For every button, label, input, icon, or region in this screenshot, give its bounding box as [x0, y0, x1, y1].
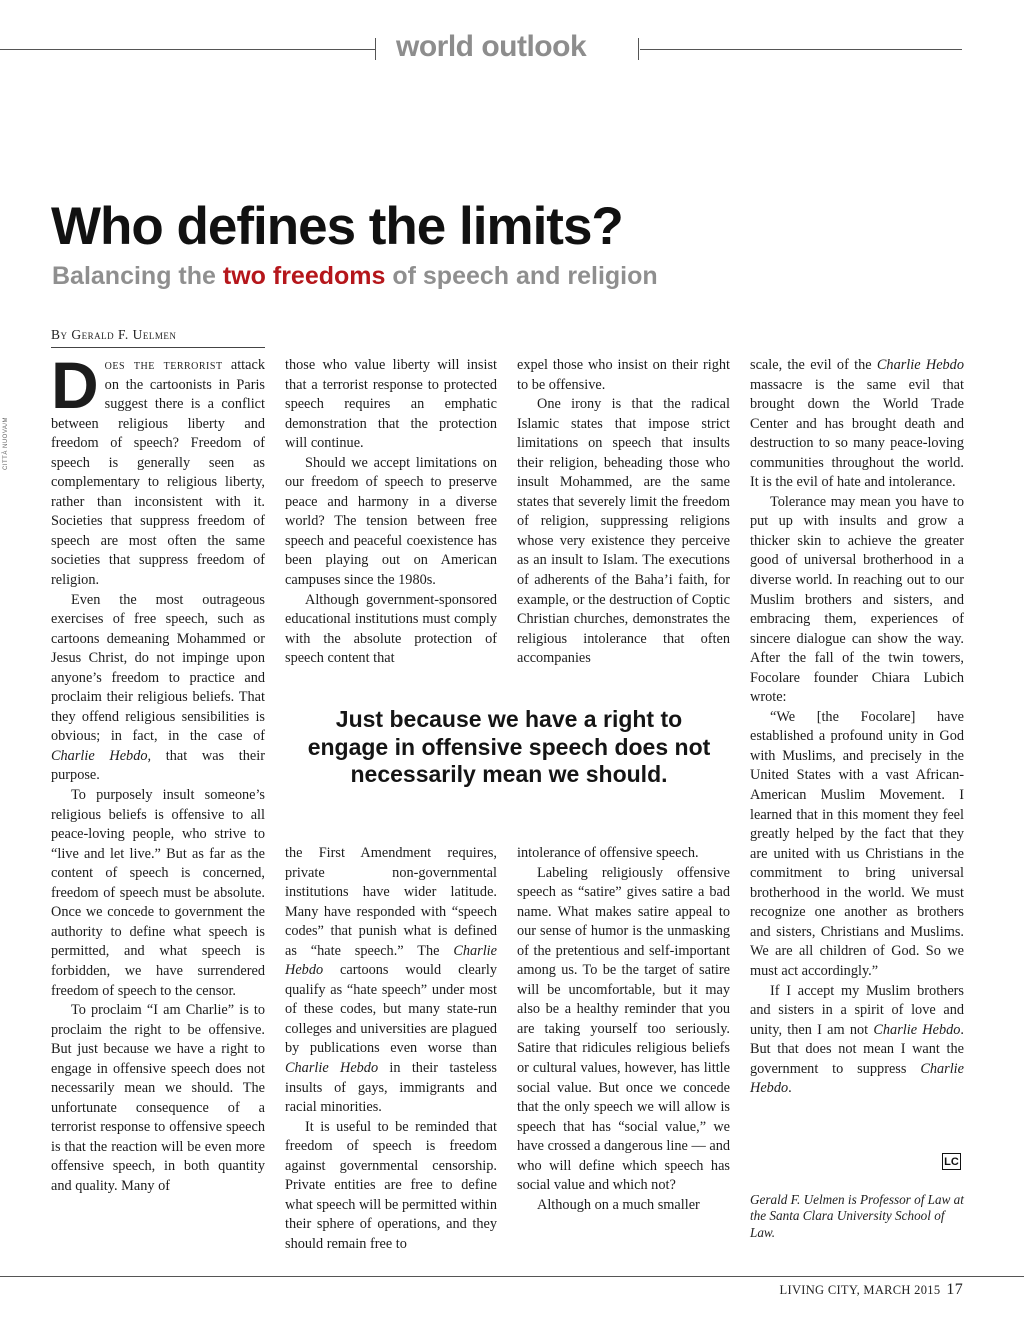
- column-4: [750, 356, 964, 1099]
- dropcap: D: [51, 348, 99, 422]
- section-tick-right: [638, 38, 639, 60]
- subhead-post: of speech and religion: [385, 262, 658, 290]
- col3b-paragraph-3: Although on a much smaller: [537, 1196, 700, 1213]
- column-3-bottom: [517, 844, 730, 1215]
- col1-paragraph-4: To proclaim “I am Charlie” is to proclaim the right to be offensive. But just because we have a right to engage in offensive speech does not necessarily mean we should. The unfortunate consequence of a terrorist response to offensive speech is that the reaction will be even more offensive speech, in both quantity and quality. Many of: [51, 1002, 265, 1194]
- col4-p4-em2: Charlie Hebdo: [750, 1060, 964, 1097]
- col2-paragraph-2: Should we accept limitations on our freedom of speech to preserve peace and harmony in a diverse world? The tension between free speech and peaceful coexistence has been playing out on American campuses since the 1980s.: [285, 454, 497, 589]
- section-label: world outlook: [396, 30, 587, 63]
- col4-p4-mid: . But that does not mean I want the government to suppress: [750, 1021, 964, 1077]
- col2b-p1-em2: Charlie Hebdo: [285, 1060, 379, 1077]
- col3-paragraph-1: expel those who insist on their right to be offensive.: [517, 357, 730, 393]
- lead-caps: oes the terrorist: [104, 357, 223, 373]
- col1-p1-text: attack on the cartoonists in Paris suggest there is a conflict between religious liberty and freedom of speech? Freedom of speech is generally seen as complementary to religious liberty, rather than inconsistent with it. Societies that suppress freedom of speech are most often the same societies that suppress freedom of religion.: [51, 357, 265, 589]
- col1-paragraph-1: [51, 348, 265, 591]
- column-3-top: [517, 356, 730, 669]
- col2-paragraph-3: Although government-sponsored educational institutions must comply with the absolute protection of speech content that: [285, 591, 497, 667]
- col3b-paragraph-1: intolerance of offensive speech.: [517, 845, 699, 861]
- col4-p4-post: .: [788, 1080, 792, 1097]
- subhead-pre: Balancing the: [52, 262, 223, 290]
- subhead-highlight: two freedoms: [222, 262, 386, 290]
- byline: By Gerald F. Uelmen: [51, 327, 177, 342]
- col1-paragraph-2: [51, 591, 265, 786]
- section-tick-left: [375, 38, 376, 60]
- col2b-p1-em: Charlie Hebdo: [285, 942, 497, 979]
- col4-p4-em: Charlie Hebdo: [873, 1021, 961, 1038]
- section-rule-left: [0, 49, 375, 50]
- section-header: [0, 30, 1024, 64]
- col3b-paragraph-2: Labeling religiously offensive speech as “satire” gives satire a bad name. What makes satire appeal to our sense of humor is the unmasking of the pretentious and self-important among us. To be the target of satire will be uncomfortable, but it may also be a healthy reminder that you are taking yourself too seriously. Satire that ridicules religious beliefs or cultural values, however, has little social value. But once we concede that the only speech we will allow is speech that has “social value,” we have crossed a dangerous line — and who will define which speech has social value and which not?: [517, 864, 730, 1194]
- col3-paragraph-2: One irony is that the radical Islamic states that impose strict limitations on speech that insults their religion, beheading those who insult Mohammed, are the same states that severely limit the freedom of religion, suppressing religions whose very existence they perceive as an insult to Islam. The executions of adherents of the Baha’i faith, for example, or the destruction of Coptic Christian churches, demonstrates the religious intolerance that often accompanies: [517, 396, 730, 667]
- col2b-p1-mid: cartoons would clearly qualify as “hate speech” under most of these codes, but many state-run colleges and universities are plagued by publications even worse than: [285, 962, 497, 1057]
- publication-line: LIVING CITY, MARCH 2015: [779, 1283, 941, 1297]
- subhead: [52, 262, 658, 291]
- section-rule-right: [640, 49, 962, 50]
- column-1: [51, 348, 265, 1197]
- col4-paragraph-3: “We [the Focolare] have established a profound unity in God with Muslims, and precisely in the United States with a vast African-American Muslim Movement. I learned that in this moment they feel greatly helped by the fact that they are united with us Christians in the commitment to bring universal brotherhood in the world. We must recognize one another as brothers and sisters, Christians and Muslims. We are all children of God. So we must act accordingly.”: [750, 708, 964, 979]
- col2b-p1-pre: the First Amendment requires, private non-governmental institutions have wider latitude. Many have responded with “speech codes” that punish what is defined as “hate speech.” The: [285, 845, 497, 959]
- col4-p1-pre: scale, the evil of the: [750, 357, 877, 373]
- col2-paragraph-1: those who value liberty will insist that a terrorist response to protected speech requires an emphatic demonstration that the protection will continue.: [285, 357, 497, 452]
- end-mark-icon: LC: [942, 1153, 961, 1170]
- page-number: 17: [946, 1281, 963, 1298]
- col1-paragraph-3: To purposely insult someone’s religious beliefs is offensive to all peace-loving people, who strive to “live and let live.” But as far as the content of speech is concerned, freedom of speech must be absolute. Once we concede to government the authority to define what speech is permitted, and what speech is forbidden, we have surrendered freedom of speech to the censor.: [51, 787, 265, 999]
- footer-rule: [0, 1276, 1024, 1277]
- col1-p2-post: that was their purpose.: [51, 747, 265, 784]
- col4-paragraph-1: [750, 356, 964, 493]
- col2b-paragraph-2: It is useful to be reminded that freedom of speech is freedom against governmental censorship. Private entities are free to define what speech will be permitted within their sphere of operations, and they should remain free to: [285, 1118, 497, 1252]
- col2b-paragraph-1: [285, 844, 497, 1118]
- pull-quote: Just because we have a right to engage in offensive speech does not necessarily mean we should.: [307, 706, 711, 787]
- col4-p4-pre: If I accept my Muslim brothers and sisters in a spirit of love and unity, then I am not: [750, 982, 964, 1038]
- col1-p2-pre: Even the most outrageous exercises of free speech, such as cartoons demeaning Mohammed or Jesus Christ, do not impinge upon anyone’s freedom to practice and proclaim their religious beliefs. That they offend religious sensibilities is obvious; in fact, in the case of: [51, 591, 265, 745]
- col4-p1-em: Charlie Hebdo: [876, 357, 964, 373]
- col4-paragraph-2: Tolerance may mean you have to put up with insults and grow a thicker skin to achieve the greater good of universal brotherhood in a diverse world. In reaching out to our Muslim brothers and sisters, and embracing them, experiences of sincere dialogue can show the way. After the fall of the twin towers, Focolare founder Chiara Lubich wrote:: [750, 493, 964, 706]
- col2b-p1-post: in their tasteless insults of gays, immigrants and racial minorities.: [285, 1060, 497, 1116]
- col4-p1-post: massacre is the same evil that brought down the World Trade Center and has brought death and destruction to so many peace-loving communities throughout the world. It is the evil of hate and intolerance.: [750, 376, 964, 491]
- author-bio: Gerald F. Uelmen is Professor of Law at the Santa Clara University School of Law.: [750, 1192, 964, 1240]
- col1-p2-em: Charlie Hebdo,: [51, 747, 152, 764]
- col4-paragraph-4: [750, 982, 964, 1099]
- headline: Who defines the limits?: [51, 197, 623, 256]
- column-2-top: [285, 356, 497, 669]
- column-2-bottom: [285, 844, 497, 1254]
- photo-credit: CITTÀ NUOVA/M: [3, 416, 9, 470]
- page-footer: [780, 1281, 963, 1299]
